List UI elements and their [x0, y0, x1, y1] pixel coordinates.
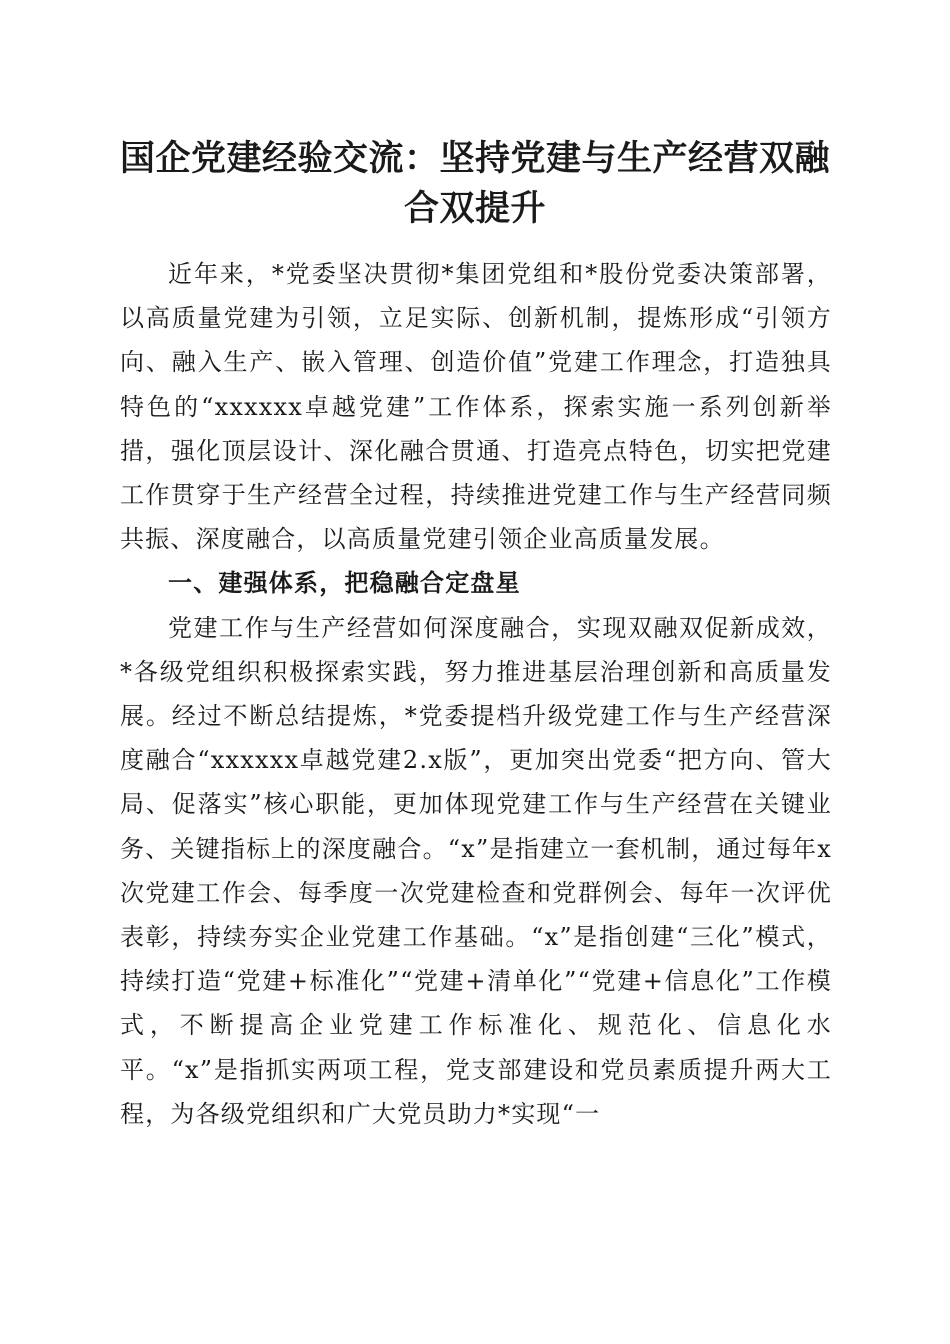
- document-title: 国企党建经验交流：坚持党建与生产经营双融合双提升: [119, 138, 830, 229]
- intro-paragraph: 近年来，*党委坚决贯彻*集团党组和*股份党委决策部署，以高质量党建为引领，立足实际、创新机制，提炼形成“引领方向、融入生产、嵌入管理、创造价值”党建工作理念，打造独具特色的“xxxxxx卓越党建”工作体系，探索实施一系列创新举措，强化顶层设计、深化融合贯通、打造亮点特色，切实把党建工作贯穿于生产经营全过程，持续推进党建工作与生产经营同频共振、深度融合，以高质量党建引领企业高质量发展。: [120, 260, 832, 554]
- document-body: [120, 252, 832, 1136]
- section-paragraph: 党建工作与生产经营如何深度融合，实现双融双促新成效，*各级党组织积极探索实践，努力推进基层治理创新和高质量发展。经过不断总结提炼，*党委提档升级党建工作与生产经营深度融合“xxxxxx卓越党建2.x版”，更加突出党委“把方向、管大局、促落实”核心职能，更加体现党建工作与生产经营在关键业务、关键指标上的深度融合。“x”是指建立一套机制，通过每年x次党建工作会、每季度一次党建检查和党群例会、每年一次评优表彰，持续夯实企业党建工作基础。“x”是指创建“三化”模式，持续打造“党建+标准化”“党建+清单化”“党建+信息化”工作模式，不断提高企业党建工作标准化、规范化、信息化水平。“x”是指抓实两项工程，党支部建设和党员素质提升两大工程，为各级党组织和广大党员助力*实现“一: [120, 613, 832, 1128]
- section-heading: 一、建强体系，把稳融合定盘星: [168, 569, 521, 598]
